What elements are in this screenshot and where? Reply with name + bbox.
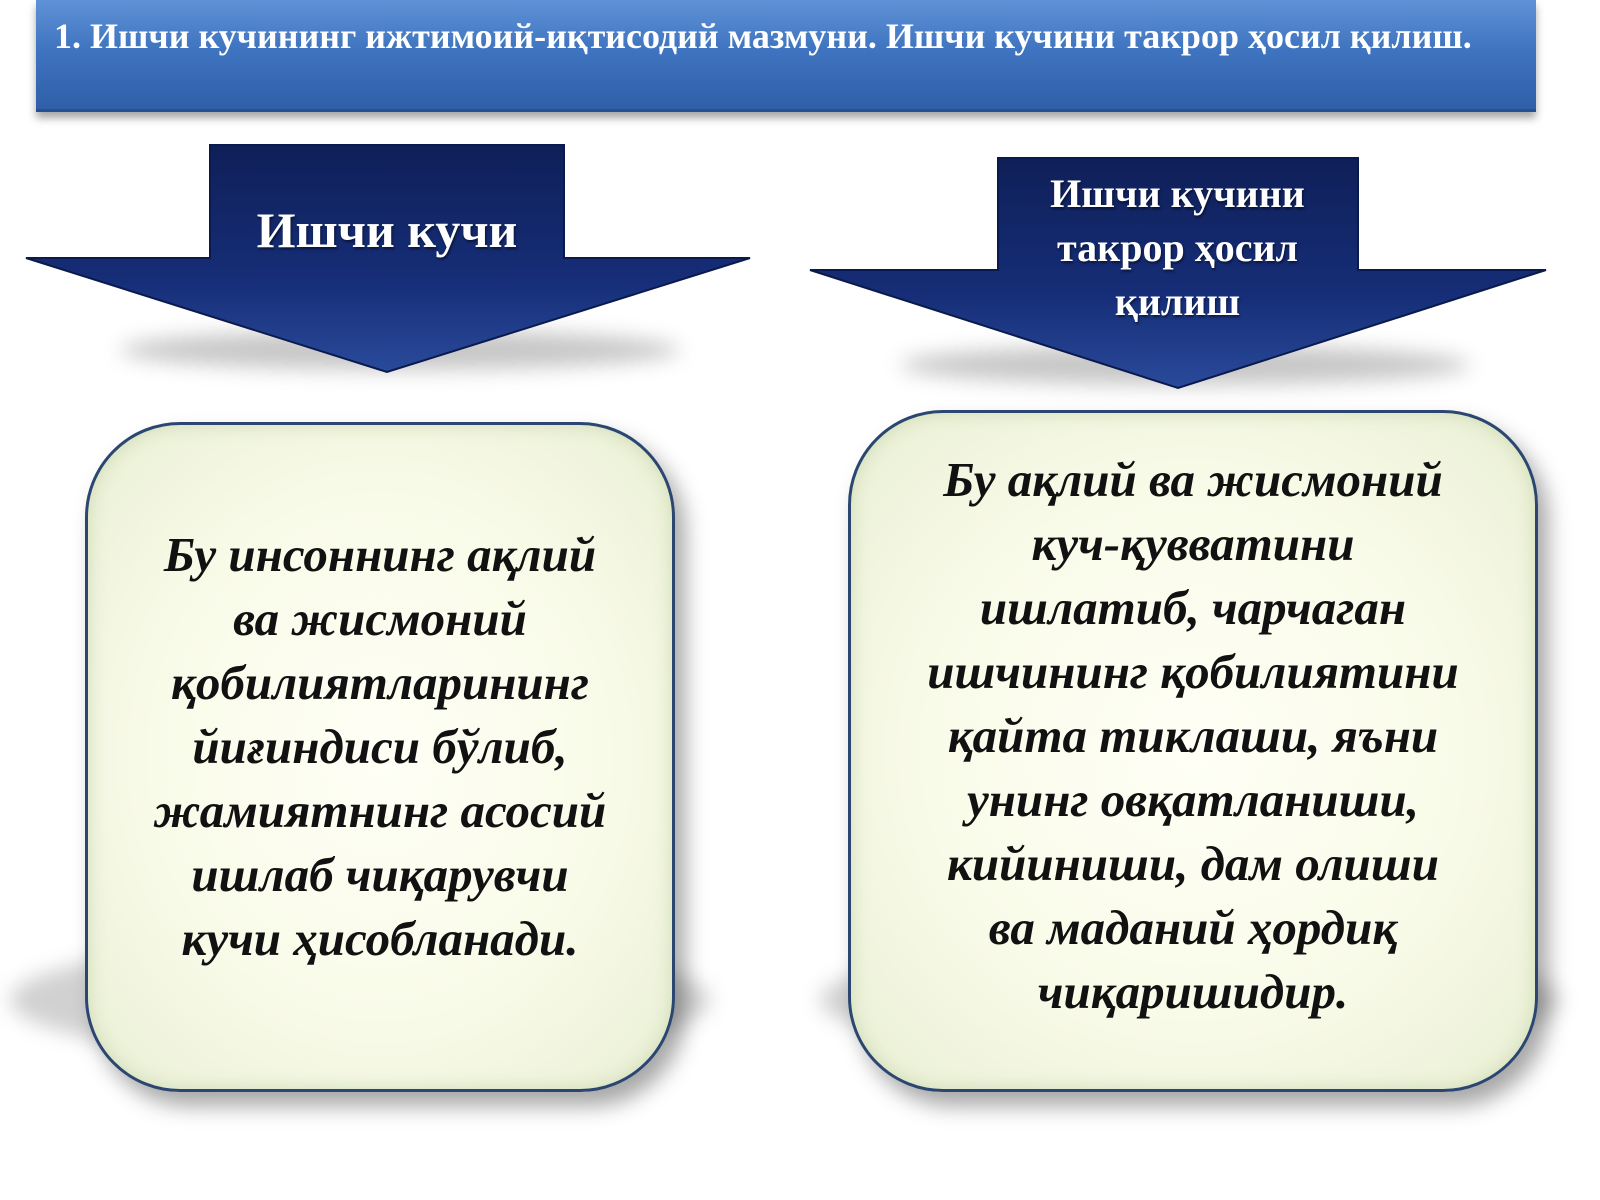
left-card-text: Бу инсоннинг ақлий ва жисмоний қобилиятларининг йиғиндиси бўлиб, жамиятнинг асосий ишлаб чиқарувчи кучи ҳисобланади. [153,527,607,966]
right-definition-card [848,410,1538,1092]
slide-title: 1. Ишчи кучининг ижтимоий-иқтисодий мазмуни. Ишчи кучини такрор ҳосил қилиш. [54,16,1472,56]
left-definition-card [85,422,675,1092]
right-arrow-label: Ишчи кучини такрор ҳосил қилиш [1050,171,1305,324]
left-arrow-label: Ишчи кучи [256,202,518,258]
right-card-text: Бу ақлий ва жисмоний куч-қувватини ишлатиб, чарчаган ишчининг қобилиятини қайта тиклаши, яъни унинг овқатланиши, кийиниши, дам олиши ва маданий ҳордиқ чиқаришидир. [927,452,1459,1019]
